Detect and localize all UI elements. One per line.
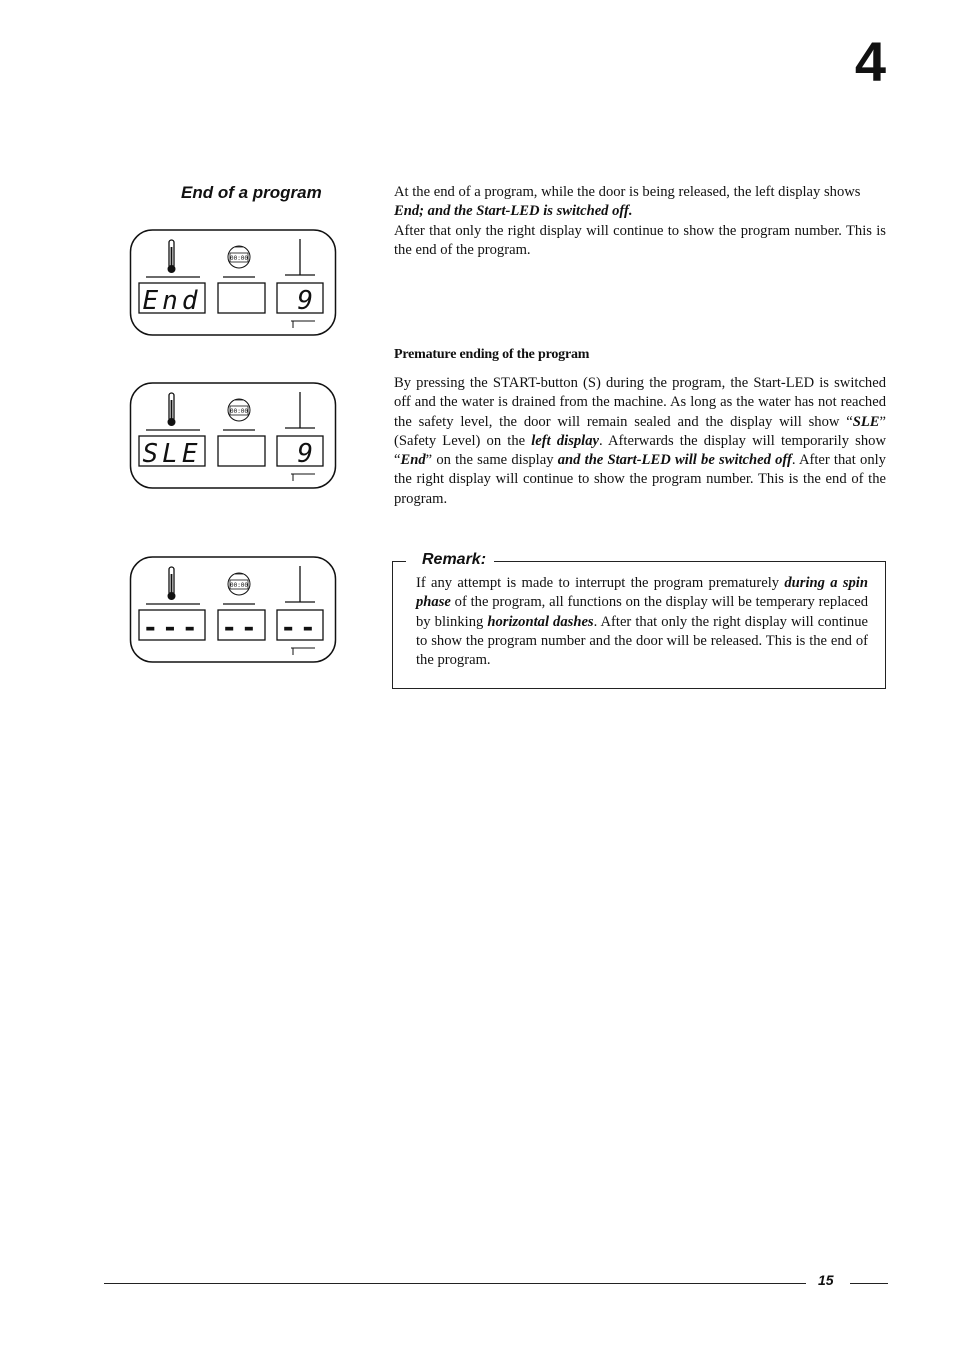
svg-text:00:00: 00:00 [229,408,249,415]
premature-heading: Premature ending of the program [394,347,590,362]
left-display: SLE [142,439,202,469]
premature-text: ” on the same display [425,452,558,469]
chapter-number: 4 [854,30,886,93]
right-display: 9 [297,439,313,469]
right-display: 9 [297,286,313,316]
svg-text:00:00: 00:00 [229,255,249,262]
middle-display: -- [221,613,261,643]
premature-text: By pressing the START-button (S) during the program, the Start-LED is switched off and the water is drained from the machine. As long as the water has not reached the safety level, the door will remain sealed and the display will show “ [394,375,886,430]
end-text-line3: After that only the right display will continue to show the program number. This is the end of the program. [394,222,886,258]
page-number: 15 [818,1272,834,1288]
display-panel-sle [129,382,333,490]
footer-rule-right [850,1283,888,1284]
remark-text [416,574,868,670]
right-display: -- [280,613,320,643]
premature-emphasis: End [400,452,426,469]
premature-emphasis: and the Start-LED will be switched off [557,452,792,469]
remark-emphasis: horizontal dashes [487,613,594,630]
thermometer-icon [168,240,176,273]
end-text-emphasis: End; and the Start-LED is switched off. [394,203,633,220]
premature-paragraph [394,374,886,509]
display-panel-end [129,229,333,337]
svg-text:00:00: 00:00 [229,582,249,589]
section-title: End of a program [181,183,322,202]
premature-text: . After that only the right display will continue to show the program number. This is the end of the program. [394,452,886,507]
remark-text-part: . After that only the right display will continue to show the program number and the door will be released. This is the end of the program. [416,613,869,669]
footer-rule-left [104,1283,806,1284]
end-of-program-paragraph [394,183,886,260]
end-text-line1: At the end of a program, while the door is being released, the left display shows [394,184,861,200]
premature-text: ” (Safety Level) on the [394,413,886,449]
clock-icon [228,573,250,595]
premature-emphasis: left display [531,432,600,449]
remark-text-part: of the program, all functions on the display will be temperary replaced by blinking [416,594,868,630]
left-display: --- [142,613,202,643]
thermometer-icon [168,393,176,426]
remark-text-part: If any attempt is made to interrupt the program prematurely [416,575,785,591]
premature-text: . Afterwards the display will temporarily show “ [394,432,886,469]
thermometer-icon [168,567,176,600]
clock-icon [228,246,250,268]
clock-icon [228,399,250,421]
display-panel-dashes [129,556,333,664]
premature-emphasis: SLE [852,413,880,430]
remark-emphasis: during a spin phase [416,575,868,611]
remark-label: Remark: [406,550,494,570]
left-display: End [142,286,202,316]
